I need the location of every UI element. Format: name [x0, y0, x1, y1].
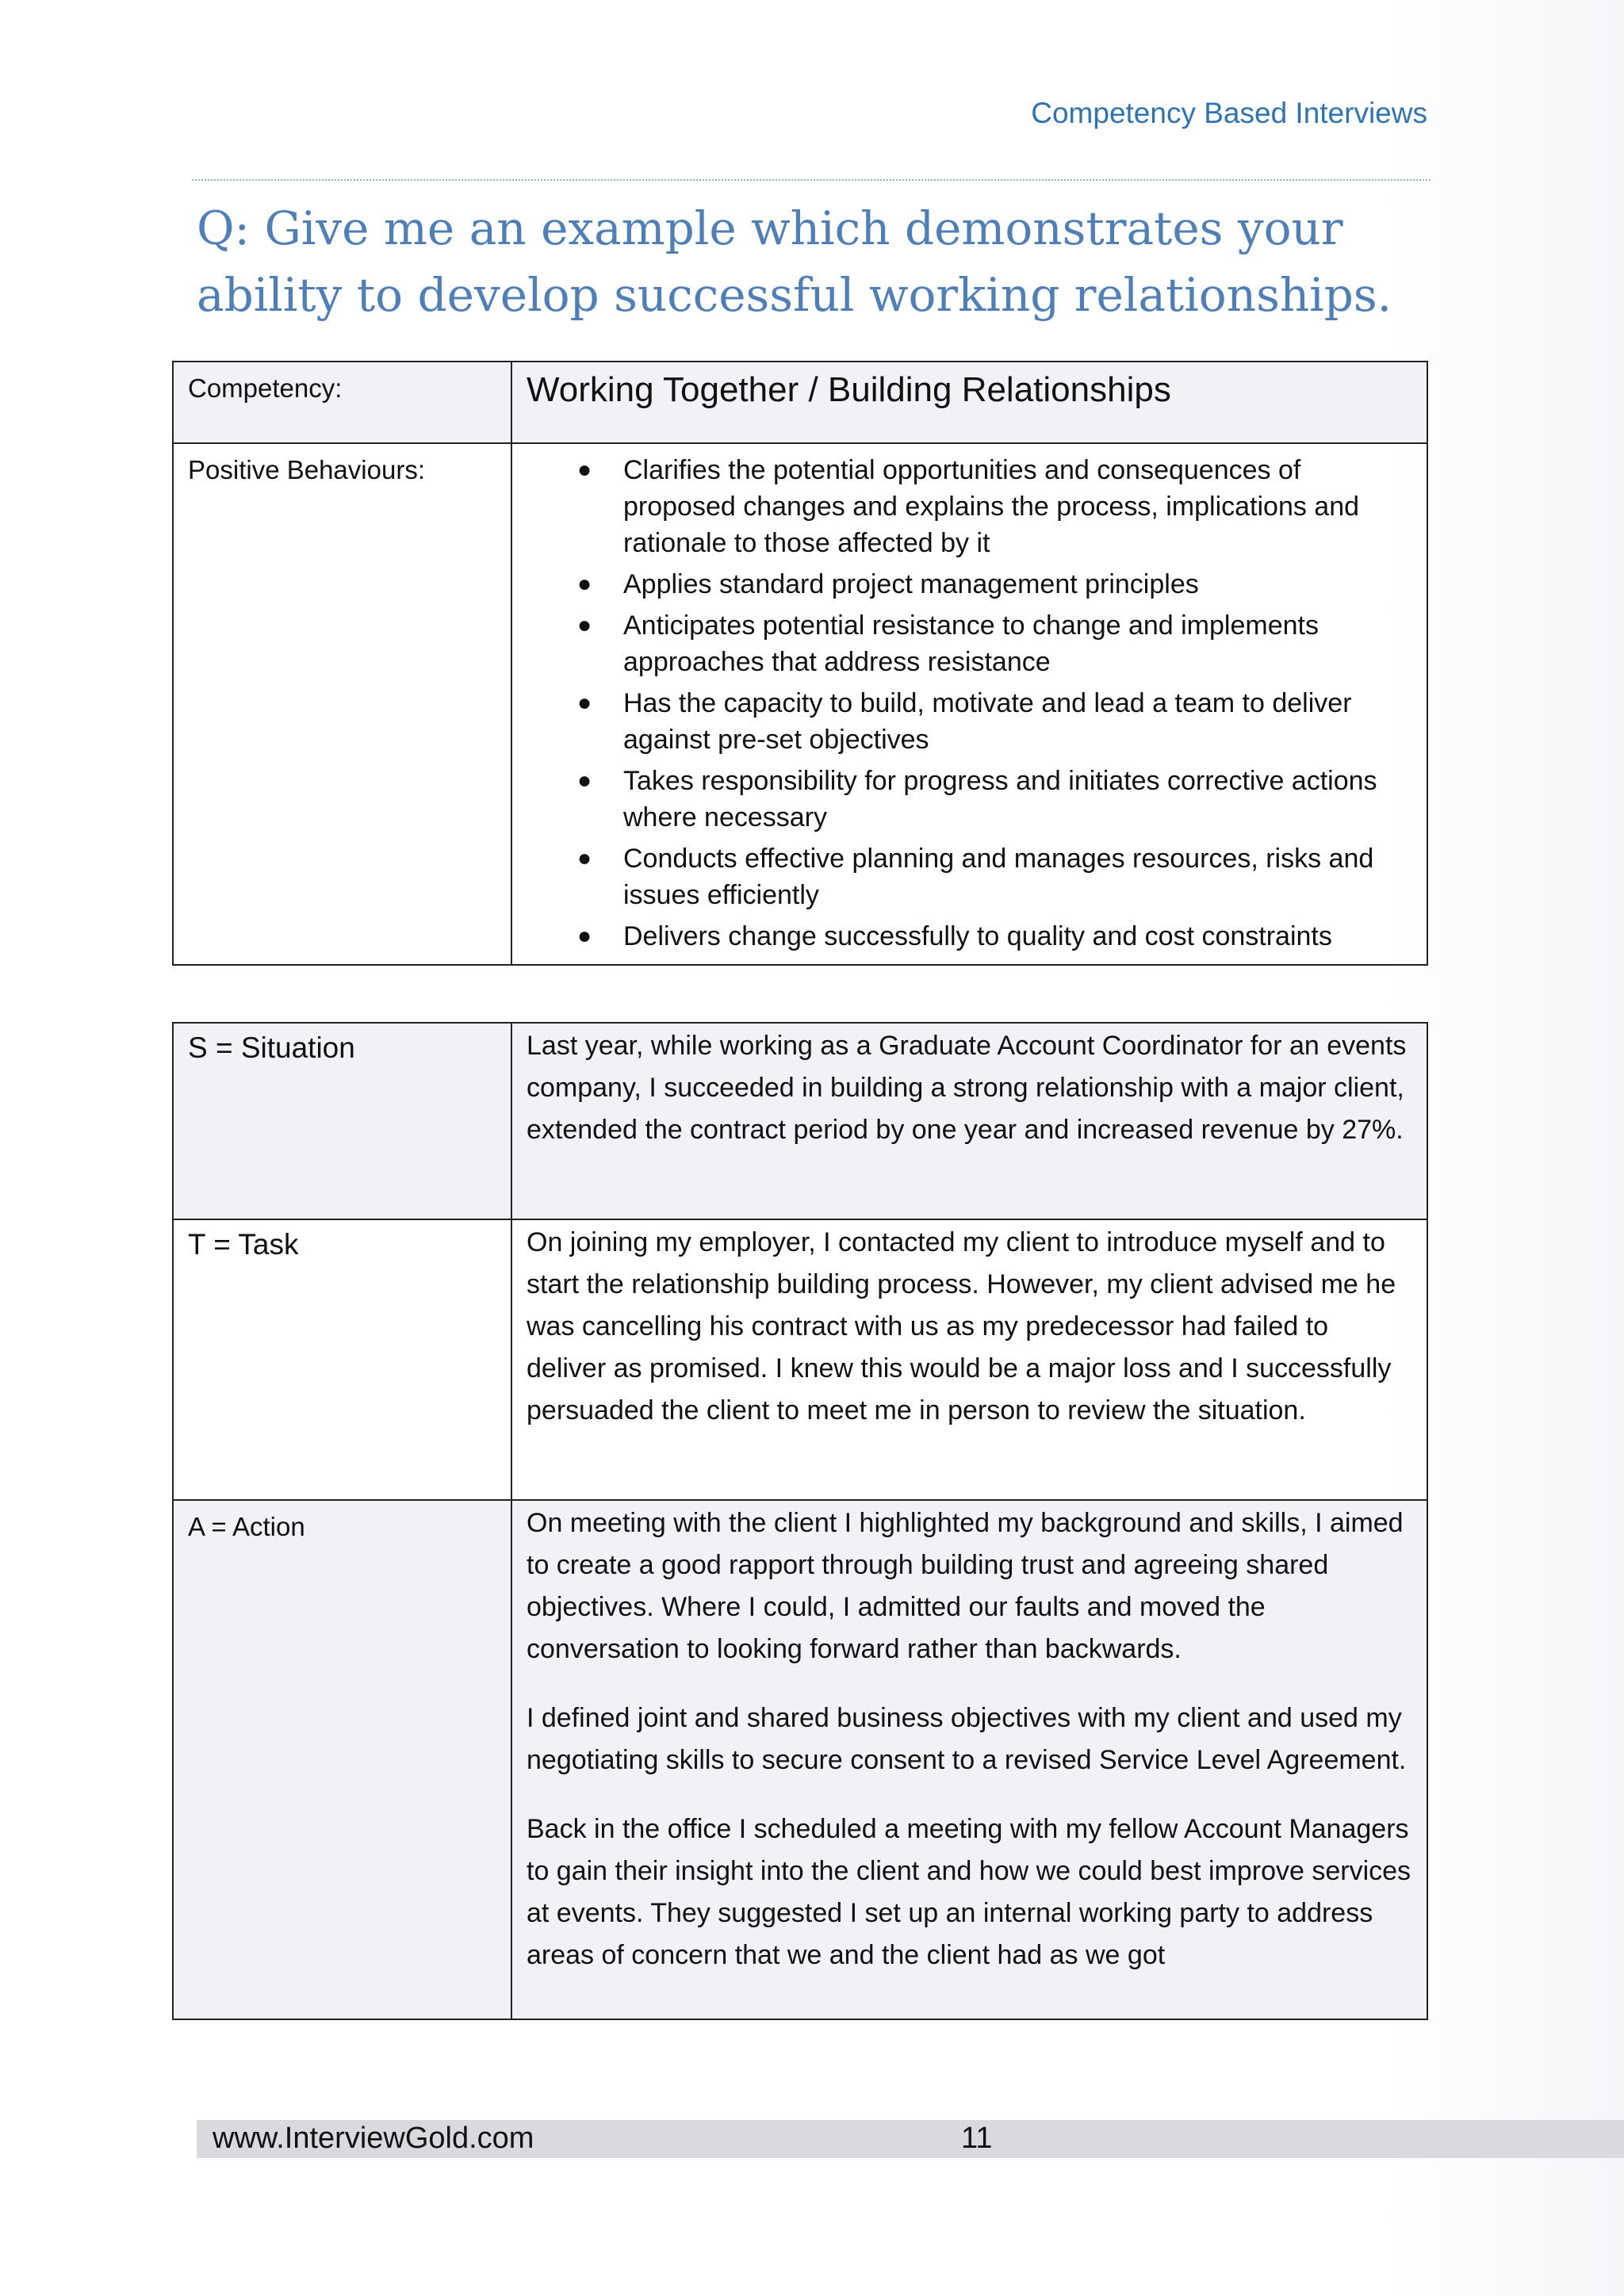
running-header: Competency Based Interviews: [1031, 97, 1427, 129]
situation-text-cell: [511, 1023, 1427, 1219]
task-text-cell: [511, 1219, 1427, 1500]
behaviours-row: [173, 443, 1427, 965]
competency-label-cell: [173, 362, 511, 443]
task-label-cell: [173, 1219, 511, 1500]
situation-label: S = Situation: [188, 1031, 355, 1064]
star-table: [172, 1022, 1428, 2020]
behaviours-label-cell: [173, 443, 511, 965]
behaviours-list-cell: [511, 443, 1427, 965]
action-label-cell: [173, 1500, 511, 2019]
page-number: 11: [961, 2122, 993, 2155]
competency-row: [173, 362, 1427, 443]
footer-url-link[interactable]: www.InterviewGold.com: [213, 2122, 534, 2155]
action-paragraph: I defined joint and shared business objectives with my client and used my negotiating skills to secure consent to a revised Service Level Agreement.: [527, 1703, 1407, 1775]
situation-text: Last year, while working as a Graduate Account Coordinator for an events company, I succeeded in building a strong relationship with a major client, extended the contract period by one year and increased revenue by 27%.: [527, 1031, 1407, 1145]
behaviours-list: [512, 444, 1427, 964]
competency-value: Working Together / Building Relationships: [527, 370, 1171, 409]
header-divider: [192, 179, 1431, 181]
action-row: [173, 1500, 1427, 2019]
action-paragraph: Back in the office I scheduled a meeting with my fellow Account Managers to gain their insight into the client and how we could best improve services at events. They suggested I set up an internal working party to address areas of concern that we and the client had as we got: [527, 1814, 1411, 1970]
behaviour-item: ● Applies standard project management principles: [512, 566, 1411, 603]
bullet-icon: ●: [577, 767, 592, 794]
behaviour-item: ● Conducts effective planning and manages resources, risks and issues efficiently: [512, 840, 1411, 913]
behaviour-item: ● Anticipates potential resistance to change and implements approaches that address resistance: [512, 607, 1411, 680]
behaviour-item: ● Takes responsibility for progress and initiates corrective actions where necessary: [512, 763, 1411, 836]
action-text-cell: [511, 1500, 1427, 2019]
bullet-icon: ●: [577, 612, 592, 638]
behaviour-item: ● Has the capacity to build, motivate and lead a team to deliver against pre-set objectives: [512, 685, 1411, 758]
situation-row: [173, 1023, 1427, 1219]
behaviour-item: ● Delivers change successfully to quality and cost constraints: [512, 918, 1411, 955]
task-text: On joining my employer, I contacted my client to introduce myself and to start the relationship building process. However, my client advised me he was cancelling his contract with us as my predecessor had failed to deliver as promised. I knew this would be a major loss and I successfully persuaded the client to meet me in person to review the situation.: [527, 1227, 1396, 1425]
task-row: [173, 1219, 1427, 1500]
competency-value-cell: [511, 362, 1427, 443]
bullet-icon: ●: [577, 571, 592, 597]
situation-label-cell: [173, 1023, 511, 1219]
bullet-icon: ●: [577, 690, 592, 716]
competency-label: Competency:: [188, 373, 343, 403]
action-label: A = Action: [188, 1512, 305, 1541]
bullet-icon: ●: [577, 845, 592, 871]
behaviours-label: Positive Behaviours:: [188, 455, 425, 484]
action-paragraph: On meeting with the client I highlighted my background and skills, I aimed to create a good rapport through building trust and agreeing shared objectives. Where I could, I admitted our faults and moved the conversation to looking forward rather than backwards.: [527, 1508, 1404, 1664]
task-label: T = Task: [188, 1228, 299, 1261]
behaviour-item: ● Clarifies the potential opportunities and consequences of proposed changes and explains the process, implications and rationale to those affected by it: [512, 452, 1411, 561]
bullet-icon: ●: [577, 457, 592, 483]
question-heading: Q: Give me an example which demonstrates your ability to develop successful working relationships.: [197, 201, 1392, 322]
competency-table: [172, 361, 1428, 966]
bullet-icon: ●: [577, 923, 592, 949]
